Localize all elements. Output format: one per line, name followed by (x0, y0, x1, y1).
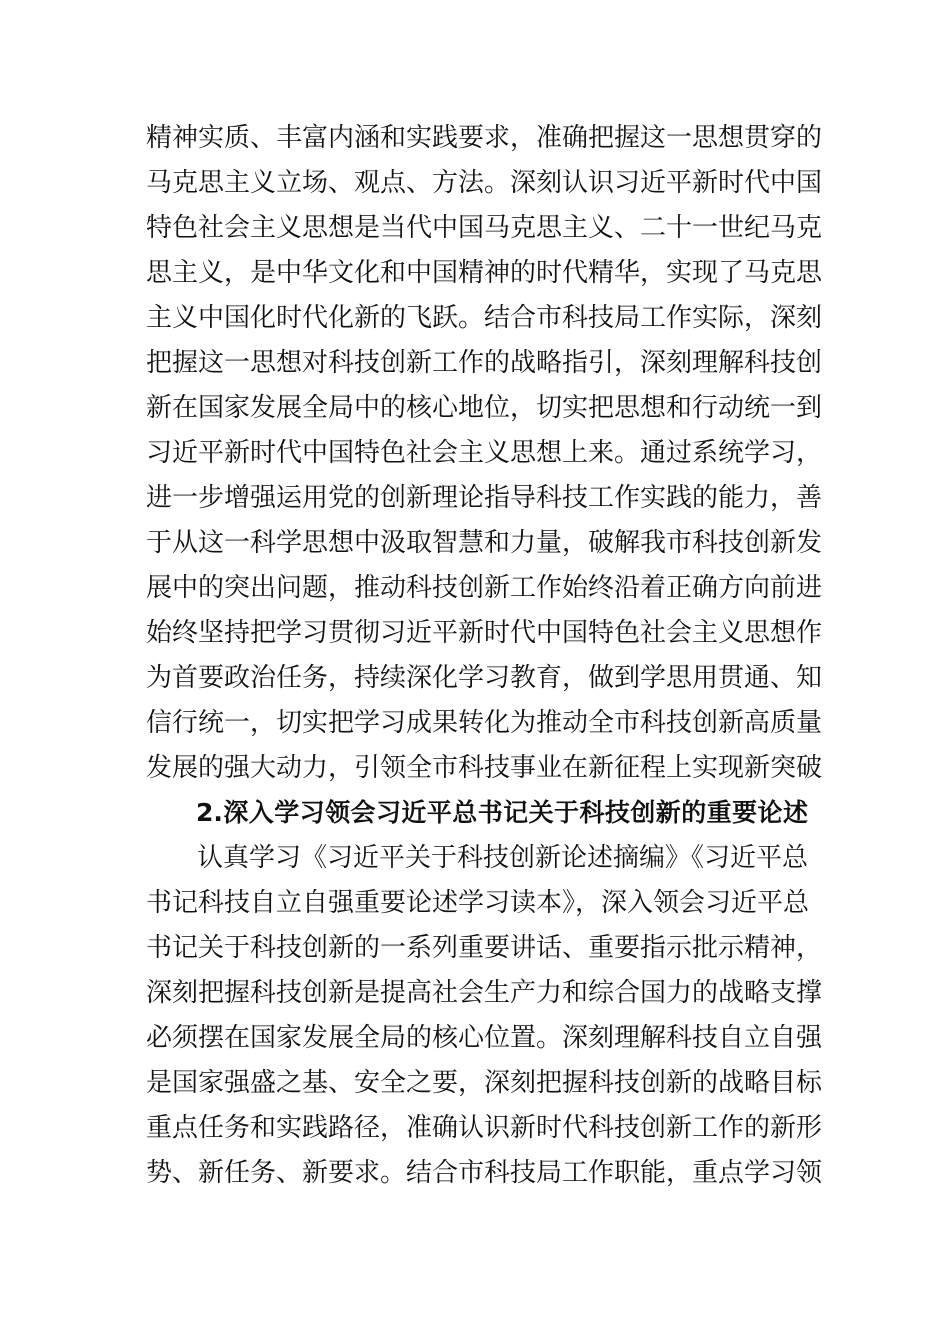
body-line: 重点任务和实践路径，准确认识新时代科技创新工作的新形 (146, 1113, 823, 1143)
body-line: 认真学习《习近平关于科技创新论述摘编》《习近平总 (197, 843, 809, 873)
body-line: 马克思主义立场、观点、方法。深刻认识习近平新时代中国 (146, 168, 823, 198)
body-line: 为首要政治任务，持续深化学习教育，做到学思用贯通、知 (146, 663, 823, 693)
body-line: 势、新任务、新要求。结合市科技局工作职能，重点学习领 (146, 1158, 823, 1188)
body-line: 始终坚持把学习贯彻习近平新时代中国特色社会主义思想作 (146, 618, 823, 648)
body-line: 于从这一科学思想中汲取智慧和力量，破解我市科技创新发 (146, 528, 823, 558)
body-line: 进一步增强运用党的创新理论指导科技工作实践的能力，善 (146, 483, 823, 513)
body-line: 深刻把握科技创新是提高社会生产力和综合国力的战略支撑 (146, 978, 823, 1008)
body-line: 书记关于科技创新的一系列重要讲话、重要指示批示精神， (146, 933, 823, 963)
body-line: 思主义，是中华文化和中国精神的时代精华，实现了马克思 (146, 258, 823, 288)
body-line: 发展的强大动力，引领全市科技事业在新征程上实现新突破 (146, 753, 823, 783)
body-line: 主义中国化时代化新的飞跃。结合市科技局工作实际，深刻 (146, 303, 823, 333)
body-line: 信行统一，切实把学习成果转化为推动全市科技创新高质量 (146, 708, 823, 738)
body-line: 书记科技自立自强重要论述学习读本》，深入领会习近平总 (146, 888, 810, 918)
body-line: 精神实质、丰富内涵和实践要求，准确把握这一思想贯穿的 (146, 123, 823, 153)
body-line: 特色社会主义思想是当代中国马克思主义、二十一世纪马克 (146, 213, 823, 243)
body-line: 必须摆在国家发展全局的核心位置。深刻理解科技自立自强 (146, 1023, 823, 1053)
body-line: 展中的突出问题，推动科技创新工作始终沿着正确方向前进 (146, 573, 823, 603)
section-heading: 2.深入学习领会习近平总书记关于科技创新的重要论述 (196, 798, 808, 827)
body-line: 习近平新时代中国特色社会主义思想上来。通过系统学习， (146, 438, 823, 468)
body-line: 新在国家发展全局中的核心地位，切实把思想和行动统一到 (146, 393, 823, 423)
body-line: 把握这一思想对科技创新工作的战略指引，深刻理解科技创 (146, 348, 823, 378)
body-line: 是国家强盛之基、安全之要，深刻把握科技创新的战略目标 (146, 1068, 823, 1098)
